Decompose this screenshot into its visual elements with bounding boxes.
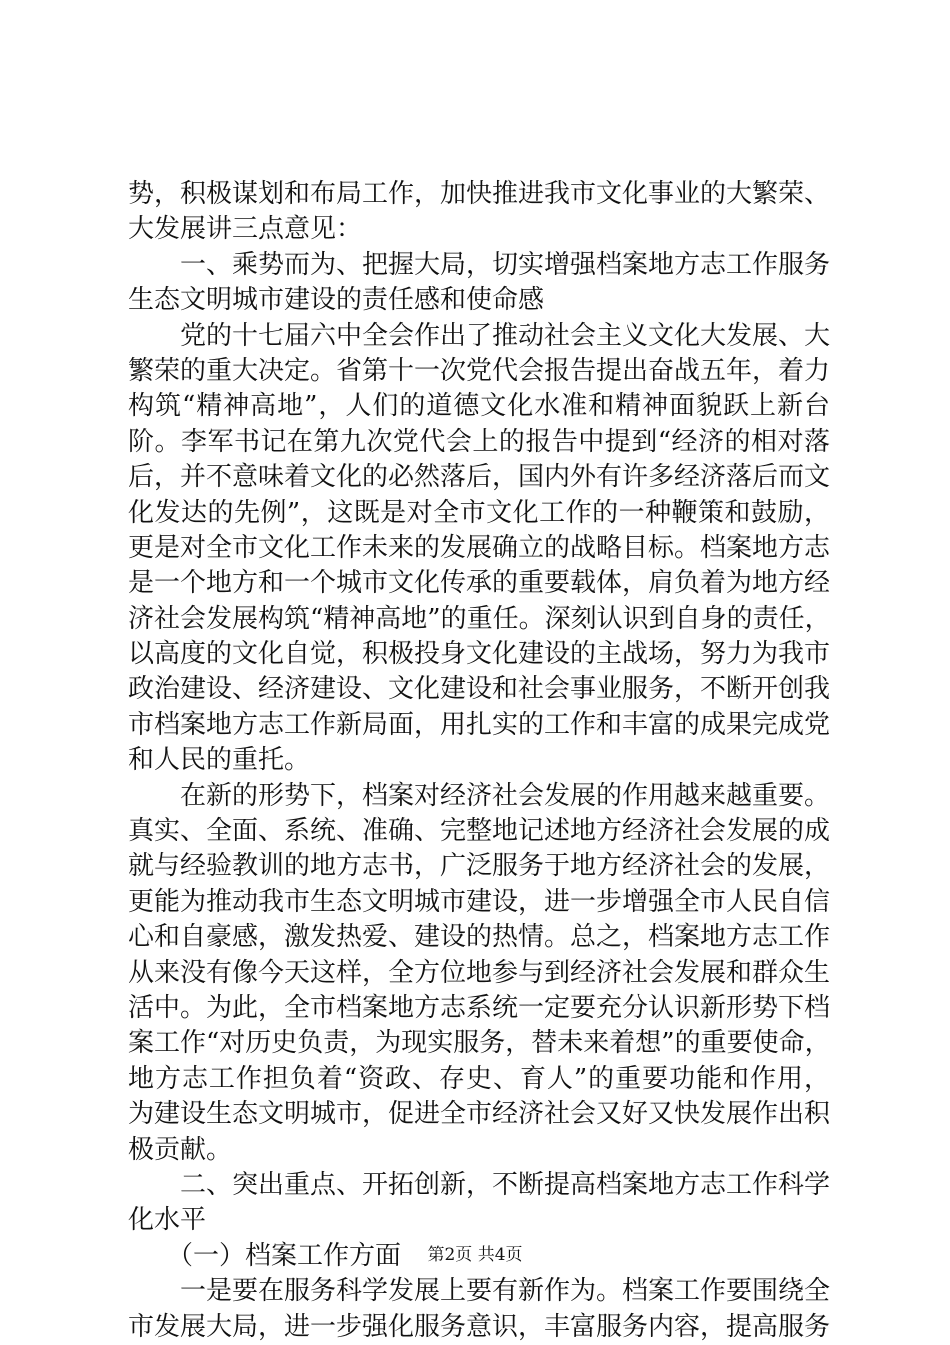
text-line: 更能为推动我市生态文明城市建设，进一步增强全市人民自信 xyxy=(128,886,831,917)
text-line: 是一个地方和一个城市文化传承的重要载体，肩负着为地方经 xyxy=(128,568,831,599)
text-line: 和人民的重托。 xyxy=(128,745,311,776)
text-line: 活中。为此，全市档案地方志系统一定要充分认识新形势下档 xyxy=(128,992,831,1023)
text-line: 心和自豪感，激发热爱、建设的热情。总之，档案地方志工作 xyxy=(128,922,831,953)
text-line: 生态文明城市建设的责任感和使命感 xyxy=(128,285,545,316)
text-line: 市发展大局，进一步强化服务意识，丰富服务内容，提高服务 xyxy=(128,1311,831,1342)
text-line: 繁荣的重大决定。省第十一次党代会报告提出奋战五年，着力 xyxy=(128,355,831,386)
text-line: 二、突出重点、开拓创新，不断提高档案地方志工作科学 xyxy=(128,1169,831,1200)
text-line: 地方志工作担负着“资政、存史、育人”的重要功能和作用， xyxy=(128,1063,830,1094)
text-line: 一、乘势而为、把握大局，切实增强档案地方志工作服务 xyxy=(128,249,831,280)
text-line: 真实、全面、系统、准确、完整地记述地方经济社会发展的成 xyxy=(128,816,831,847)
text-line: （一）档案工作方面 xyxy=(128,1240,402,1271)
text-line: 构筑“精神高地”，人们的道德文化水准和精神面貌跃上新台 xyxy=(128,391,830,422)
text-line: 案工作“对历史负责，为现实服务，替未来着想”的重要使命， xyxy=(128,1028,831,1059)
text-line: 阶。李军书记在第九次党代会上的报告中提到“经济的相对落 xyxy=(128,426,830,457)
text-line: 为建设生态文明城市，促进全市经济社会又好又快发展作出积 xyxy=(128,1099,831,1130)
text-line: 党的十七届六中全会作出了推动社会主义文化大发展、大 xyxy=(128,320,831,351)
text-line: 化水平 xyxy=(128,1205,207,1236)
page-footer: 第2页 共4页 xyxy=(427,1245,523,1265)
text-line: 势，积极谋划和布局工作，加快推进我市文化事业的大繁荣、 xyxy=(128,179,831,209)
text-line: 极贡献。 xyxy=(128,1134,233,1165)
text-line: 从来没有像今天这样，全方位地参与到经济社会发展和群众生 xyxy=(128,957,831,988)
text-line: 以高度的文化自觉，积极投身文化建设的主战场，努力为我市 xyxy=(128,639,831,670)
text-line: 化发达的先例”，这既是对全市文化工作的一种鞭策和鼓励， xyxy=(128,497,830,528)
text-line: 一是要在服务科学发展上要有新作为。档案工作要围绕全 xyxy=(128,1276,831,1307)
text-line: 就与经验教训的地方志书，广泛服务于地方经济社会的发展， xyxy=(128,851,831,882)
text-line: 更是对全市文化工作未来的发展确立的战略目标。档案地方志 xyxy=(128,532,831,563)
text-line: 市档案地方志工作新局面，用扎实的工作和丰富的成果完成党 xyxy=(128,709,831,740)
text-line: 政治建设、经济建设、文化建设和社会事业服务，不断开创我 xyxy=(128,674,831,705)
text-line: 大发展讲三点意见： xyxy=(128,214,363,245)
text-line: 在新的形势下，档案对经济社会发展的作用越来越重要。 xyxy=(128,780,831,811)
text-line: 济社会发展构筑“精神高地”的重任。深刻认识到自身的责任， xyxy=(128,603,831,634)
text-line: 后，并不意味着文化的必然落后，国内外有许多经济落后而文 xyxy=(128,462,831,493)
document-body xyxy=(128,177,830,1345)
